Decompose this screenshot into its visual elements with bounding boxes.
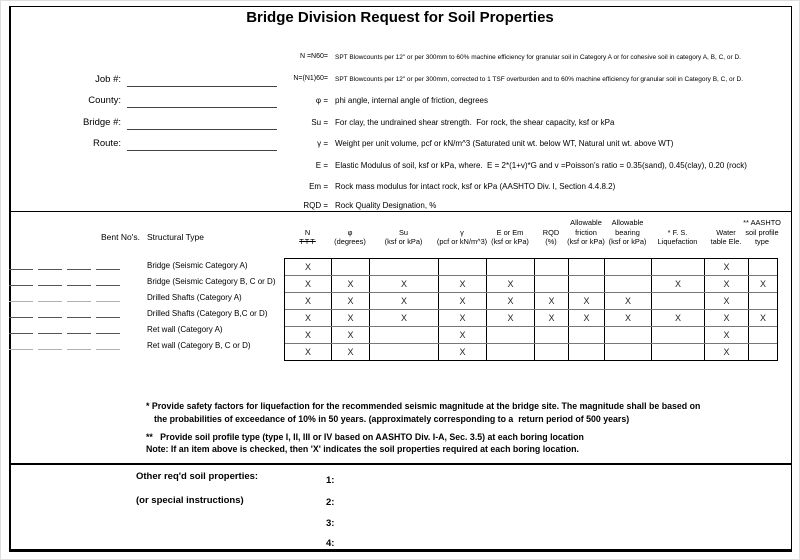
job-number-label: Job #:	[95, 74, 121, 85]
grid-cell[interactable]: X	[439, 327, 487, 343]
definition-text: SPT Blowcounts per 12" or per 300mm, corrected to 1 TSF overburden and to 60% machine efficiency for granular soil in Category B, C, or D.	[335, 76, 744, 83]
page-title: Bridge Division Request for Soil Properties	[246, 9, 554, 26]
county-input[interactable]	[127, 95, 277, 108]
footnote-note: Note: If an item above is checked, then 'X' indicates the soil properties required at each boring location.	[146, 444, 579, 455]
grid-cell[interactable]: X	[487, 276, 535, 292]
job-number-input[interactable]	[127, 74, 277, 87]
grid-cell[interactable]	[535, 327, 569, 343]
grid-cell[interactable]: X	[285, 259, 332, 275]
grid-cell[interactable]: X	[332, 293, 370, 309]
bridge-number-input[interactable]	[127, 117, 277, 130]
bridge-number-label: Bridge #:	[82, 117, 121, 128]
other-property-row-3	[326, 518, 700, 530]
grid-cell[interactable]: X	[439, 276, 487, 292]
other-properties-label: Other req'd soil properties:	[136, 471, 259, 482]
definition-text: Rock mass modulus for intact rock, ksf or kPa (AASHTO Div. I, Section 4.4.8.2)	[335, 182, 616, 191]
row-label: Bridge (Seismic Category A)	[147, 261, 248, 270]
column-header-rqd: RQD (%)	[542, 227, 560, 247]
bent-numbers-row	[9, 349, 120, 350]
other-property-input-4[interactable]	[340, 538, 700, 550]
row-label: Ret wall (Category B, C or D)	[147, 341, 251, 350]
grid-cell[interactable]: X	[370, 293, 439, 309]
grid-cell[interactable]: X	[285, 327, 332, 343]
structural-type-header: Structural Type	[147, 232, 205, 242]
grid-cell[interactable]	[569, 344, 605, 360]
county-label: County:	[88, 95, 121, 106]
bent-numbers-row	[9, 317, 120, 318]
grid-cell[interactable]: X	[370, 276, 439, 292]
grid-cell[interactable]: X	[332, 310, 370, 326]
column-header-phi: φ (degrees)	[334, 227, 366, 247]
footnote-liquefaction-line2: the probabilities of exceedance of 10% in 50 years. (approximately corresponding to a return period of 500 years)	[154, 413, 630, 424]
definition-text: Rock Quality Designation, %	[335, 201, 437, 210]
bent-blank[interactable]	[96, 333, 120, 334]
column-header-n: N TTT	[299, 227, 316, 247]
bent-blank[interactable]	[9, 301, 33, 302]
grid-cell[interactable]: X	[705, 259, 749, 275]
grid-cell[interactable]	[569, 327, 605, 343]
grid-cell[interactable]	[569, 259, 605, 275]
grid-cell[interactable]	[749, 259, 777, 275]
bent-blank[interactable]	[96, 269, 120, 270]
grid-cell[interactable]: X	[439, 310, 487, 326]
grid-cell[interactable]: X	[705, 327, 749, 343]
grid-cell[interactable]	[605, 276, 652, 292]
grid-cell[interactable]: X	[705, 310, 749, 326]
grid-cell[interactable]	[605, 327, 652, 343]
definition-text: For clay, the undrained shear strength. For rock, the shear capacity, ksf or kPa	[335, 118, 615, 127]
definition-row	[1, 182, 800, 194]
grid-cell[interactable]: X	[605, 310, 652, 326]
bent-blank[interactable]	[67, 301, 91, 302]
col-sub-n: TTT	[299, 237, 316, 247]
grid-cell[interactable]: X	[535, 293, 569, 309]
grid-cell[interactable]: X	[439, 293, 487, 309]
properties-grid	[284, 258, 778, 361]
table-row	[285, 259, 777, 276]
column-header-su: Su (ksf or kPa)	[384, 227, 423, 247]
other-property-number-2: 2:	[326, 497, 335, 508]
table-row	[285, 344, 777, 360]
other-property-row-2	[326, 497, 700, 509]
column-headers	[284, 212, 781, 252]
definition-text: phi angle, internal angle of friction, degrees	[335, 96, 488, 105]
grid-cell[interactable]	[370, 327, 439, 343]
grid-cell[interactable]	[487, 327, 535, 343]
bent-numbers-row	[9, 333, 120, 334]
bent-blank[interactable]	[38, 301, 62, 302]
bent-blank[interactable]	[67, 269, 91, 270]
grid-cell[interactable]: X	[652, 276, 705, 292]
bent-blank[interactable]	[38, 317, 62, 318]
bent-numbers-header: Bent No's.	[101, 232, 140, 242]
grid-cell[interactable]: X	[285, 293, 332, 309]
bottom-section-divider	[10, 463, 792, 465]
footnotes	[146, 400, 700, 456]
other-property-row-4	[326, 538, 700, 550]
grid-cell[interactable]	[749, 327, 777, 343]
bent-blank[interactable]	[96, 317, 120, 318]
bent-blank[interactable]	[9, 349, 33, 350]
grid-cell[interactable]: X	[332, 344, 370, 360]
bent-numbers-row	[9, 269, 120, 270]
grid-cell[interactable]: X	[439, 344, 487, 360]
definition-symbol: γ =	[317, 139, 328, 148]
table-row	[285, 310, 777, 327]
row-label: Ret wall (Category A)	[147, 325, 223, 334]
definition-text: SPT Blowcounts per 12" or per 300mm to 60% machine efficiency for granular soil in Category A or for cohesive soil in category A, B, C, or D.	[335, 54, 741, 61]
grid-cell[interactable]	[439, 259, 487, 275]
footnote-liquefaction-line1: * Provide safety factors for liquefaction for the recommended seismic magnitude at the bridge site. The magnitude shall be based on	[146, 401, 701, 411]
grid-cell[interactable]	[749, 293, 777, 309]
grid-cell[interactable]	[535, 259, 569, 275]
bent-blank[interactable]	[38, 285, 62, 286]
grid-cell[interactable]: X	[487, 310, 535, 326]
column-header-allowable-friction: Allowable friction (ksf or kPa)	[567, 218, 605, 247]
grid-cell[interactable]: X	[705, 344, 749, 360]
definition-symbol: Su =	[311, 118, 328, 127]
other-property-number-1: 1:	[326, 475, 335, 486]
column-header-fs-liquefaction: * F. S. Liquefaction	[657, 227, 698, 247]
definition-symbol: φ =	[315, 96, 328, 105]
row-label: Drilled Shafts (Category A)	[147, 293, 242, 302]
bent-blank[interactable]	[38, 333, 62, 334]
bent-blank[interactable]	[67, 333, 91, 334]
bent-numbers-row	[9, 285, 120, 286]
table-row	[285, 327, 777, 344]
definition-symbol: N =N60=	[299, 53, 328, 60]
route-label: Route:	[93, 138, 121, 149]
bent-blank[interactable]	[38, 269, 62, 270]
bent-blank[interactable]	[96, 285, 120, 286]
column-header-water-table: Water table Ele.	[710, 227, 742, 247]
definition-symbol: Em =	[309, 182, 328, 191]
grid-cell[interactable]	[535, 344, 569, 360]
grid-cell[interactable]	[652, 293, 705, 309]
grid-cell[interactable]	[535, 276, 569, 292]
grid-cell[interactable]: X	[285, 276, 332, 292]
route-input[interactable]	[127, 138, 277, 151]
other-property-number-4: 4:	[326, 538, 335, 549]
other-property-number-3: 3:	[326, 518, 335, 529]
grid-cell[interactable]: X	[759, 279, 766, 289]
bent-blank[interactable]	[9, 285, 33, 286]
bent-blank[interactable]	[9, 333, 33, 334]
grid-cell[interactable]	[370, 344, 439, 360]
grid-cell[interactable]: X	[285, 344, 332, 360]
definition-text: Weight per unit volume, pcf or kN/m^3 (Saturated unit wt. below WT, Natural unit wt. above WT)	[335, 139, 674, 148]
grid-cell[interactable]: X	[652, 310, 705, 326]
table-row	[285, 276, 777, 293]
column-header-gamma: γ (pcf or kN/m^3)	[436, 227, 488, 247]
grid-cell[interactable]: X	[705, 276, 749, 292]
column-header-e-or-em: E or Em (ksf or kPa)	[491, 227, 529, 247]
other-property-input-3[interactable]	[340, 518, 700, 530]
grid-cell[interactable]: X	[569, 293, 605, 309]
bent-blank[interactable]	[96, 349, 120, 350]
special-instructions-label: (or special instructions)	[136, 495, 244, 506]
footnote-soil-profile: ** Provide soil profile type (type I, II, III or IV based on AASHTO Div. I-A, Sec. 3.5) at each boring location	[146, 431, 584, 442]
grid-cell[interactable]: X	[285, 310, 332, 326]
row-label: Bridge (Seismic Category B, C or D)	[147, 277, 276, 286]
grid-cell[interactable]: X	[332, 327, 370, 343]
grid-cell[interactable]	[652, 259, 705, 275]
grid-cell[interactable]: X	[535, 310, 569, 326]
grid-cell[interactable]	[370, 259, 439, 275]
grid-cell[interactable]	[605, 344, 652, 360]
grid-cell[interactable]	[652, 344, 705, 360]
other-property-row-1	[326, 475, 700, 487]
definition-row	[1, 53, 800, 65]
column-header-aashto-profile: ** AASHTO soil profile type	[743, 218, 781, 247]
grid-cell[interactable]: X	[487, 293, 535, 309]
definition-symbol: N=(N1)60=	[293, 75, 328, 82]
grid-cell[interactable]: X	[569, 310, 605, 326]
bent-blank[interactable]	[67, 285, 91, 286]
row-label: Drilled Shafts (Category B,C or D)	[147, 309, 268, 318]
grid-cell[interactable]: X	[605, 293, 652, 309]
grid-cell[interactable]	[569, 276, 605, 292]
definition-row	[1, 161, 800, 173]
bent-numbers-row	[9, 301, 120, 302]
grid-cell[interactable]	[652, 327, 705, 343]
grid-cell[interactable]: X	[759, 313, 766, 323]
other-property-input-1[interactable]	[340, 475, 700, 487]
bent-blank[interactable]	[9, 269, 33, 270]
grid-cell[interactable]	[487, 259, 535, 275]
bent-blank[interactable]	[38, 349, 62, 350]
grid-cell[interactable]: X	[332, 276, 370, 292]
definition-symbol: RQD =	[303, 201, 328, 210]
bent-blank[interactable]	[67, 349, 91, 350]
grid-cell[interactable]	[487, 344, 535, 360]
grid-cell[interactable]: X	[370, 310, 439, 326]
bent-blank[interactable]	[9, 317, 33, 318]
column-header-allowable-bearing: Allowable bearing (ksf or kPa)	[608, 218, 647, 247]
grid-cell[interactable]: X	[705, 293, 749, 309]
bent-blank[interactable]	[96, 301, 120, 302]
definition-symbol: E =	[315, 161, 328, 170]
table-row	[285, 293, 777, 310]
definition-text: Elastic Modulus of soil, ksf or kPa, where. E = 2*(1+v)*G and v =Poisson's ratio = 0.35(sand), 0.45(clay), 0.20 (rock)	[335, 161, 747, 170]
grid-cell[interactable]	[332, 259, 370, 275]
bent-blank[interactable]	[67, 317, 91, 318]
other-property-input-2[interactable]	[340, 497, 700, 509]
grid-cell[interactable]	[605, 259, 652, 275]
grid-cell[interactable]	[749, 344, 777, 360]
